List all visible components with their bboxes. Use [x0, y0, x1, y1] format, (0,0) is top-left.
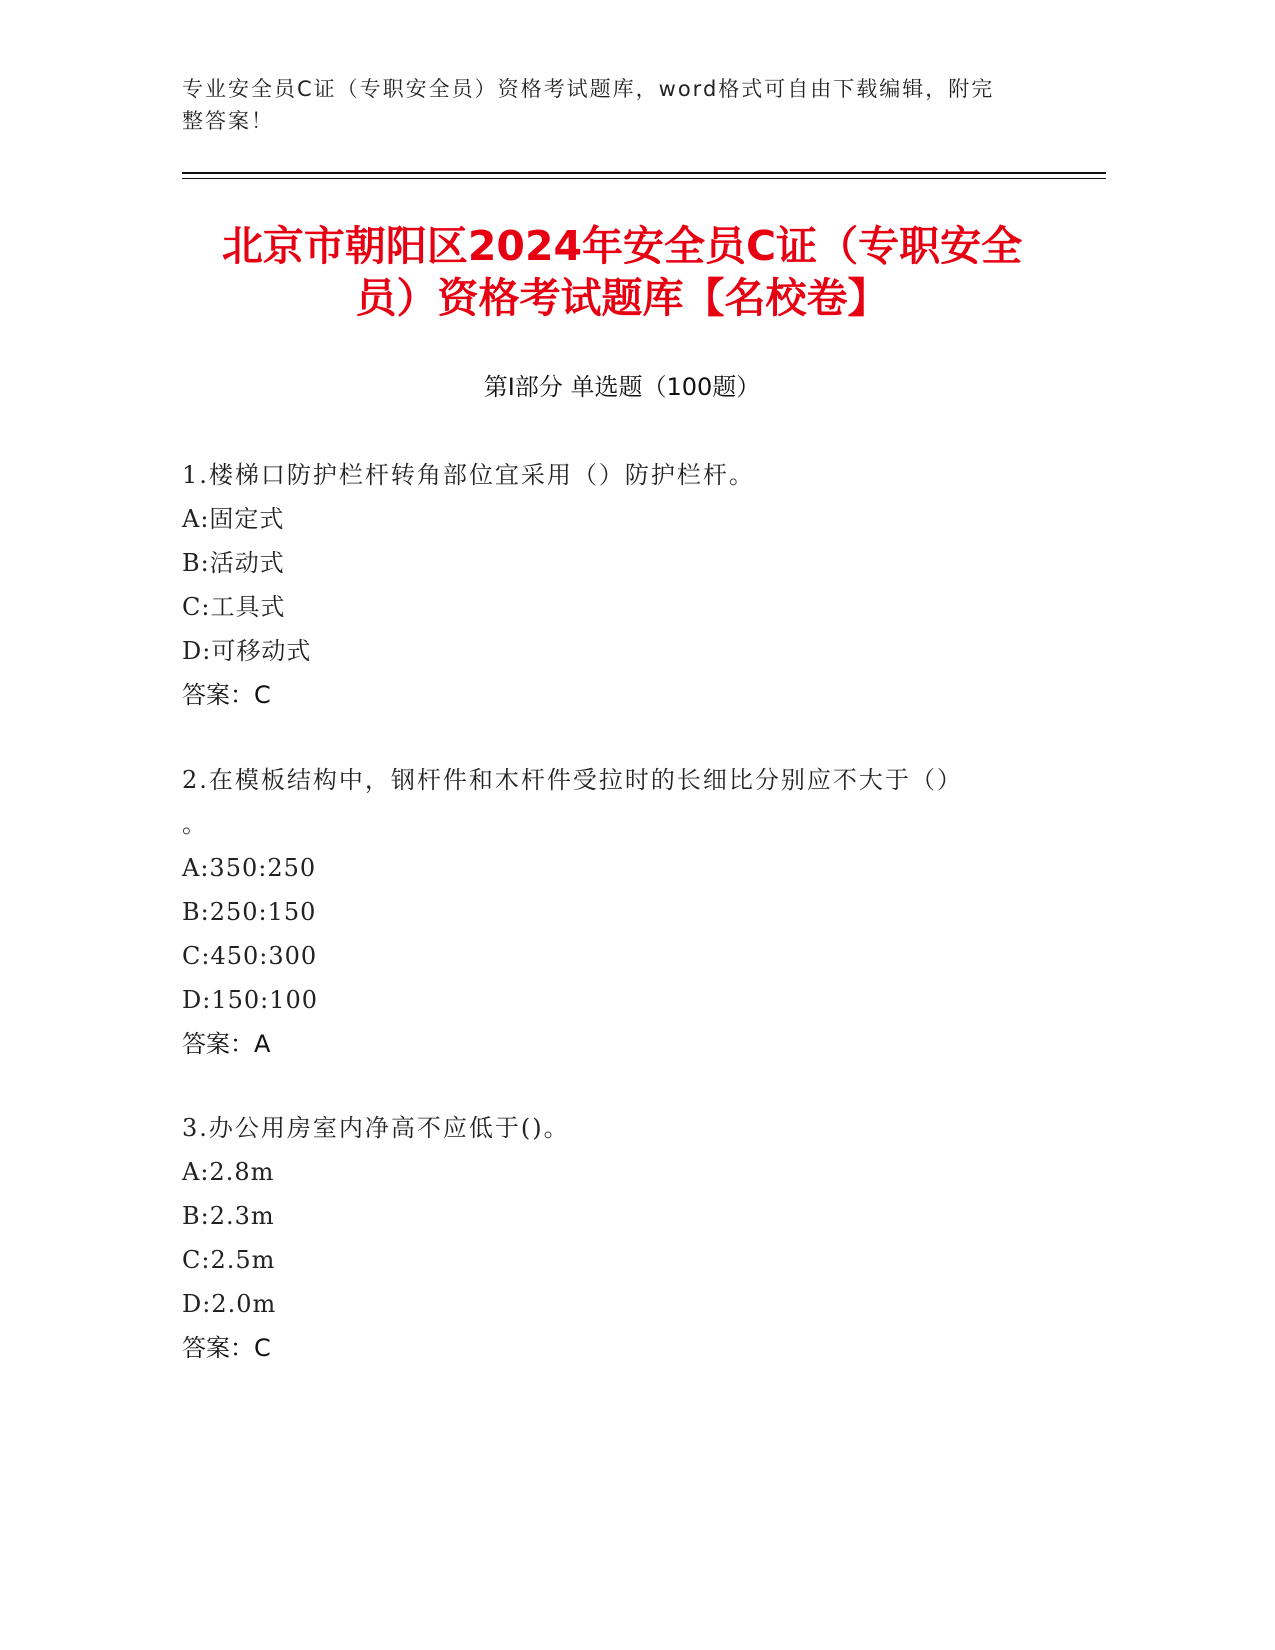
question-1	[182, 453, 1082, 717]
option-c: C:450:300	[182, 942, 318, 970]
title-line-2: 员）资格考试题库【名校卷】	[355, 274, 889, 322]
question-2	[182, 758, 1082, 1066]
option-d: D:可移动式	[182, 637, 312, 665]
question-stem: 3.办公用房室内净高不应低于()。	[182, 1114, 570, 1142]
question-stem: 2.在模板结构中，钢杆件和木杆件受拉时的长细比分别应不大于（）	[182, 766, 963, 794]
intro-line-2: 整答案！	[182, 109, 274, 133]
question-stem: 1.楼梯口防护栏杆转角部位宜采用（）防护栏杆。	[182, 461, 755, 489]
intro-line-1: 专业安全员C证（专职安全员）资格考试题库，word格式可自由下载编辑，附完	[182, 77, 995, 101]
option-a: A:350:250	[182, 854, 317, 882]
header-rule-thin	[182, 178, 1106, 179]
option-b: B:250:150	[182, 898, 317, 926]
header-rule-thick	[182, 172, 1106, 174]
title-line-1: 北京市朝阳区2024年安全员C证（专职安全	[221, 222, 1023, 270]
option-a: A:2.8m	[182, 1158, 275, 1186]
section-heading: 第I部分 单选题（100题）	[483, 373, 761, 401]
question-stem-continuation: 。	[182, 810, 208, 838]
answer: 答案：A	[182, 1030, 271, 1058]
document-title	[182, 220, 1062, 324]
option-d: D:150:100	[182, 986, 319, 1014]
question-3	[182, 1106, 1082, 1370]
option-d: D:2.0m	[182, 1290, 277, 1318]
answer: 答案：C	[182, 681, 271, 709]
option-c: C:2.5m	[182, 1246, 276, 1274]
option-c: C:工具式	[182, 593, 286, 621]
option-b: B:活动式	[182, 549, 285, 577]
answer: 答案：C	[182, 1334, 271, 1362]
intro-text	[182, 73, 1062, 137]
option-a: A:固定式	[182, 505, 285, 533]
option-b: B:2.3m	[182, 1202, 275, 1230]
